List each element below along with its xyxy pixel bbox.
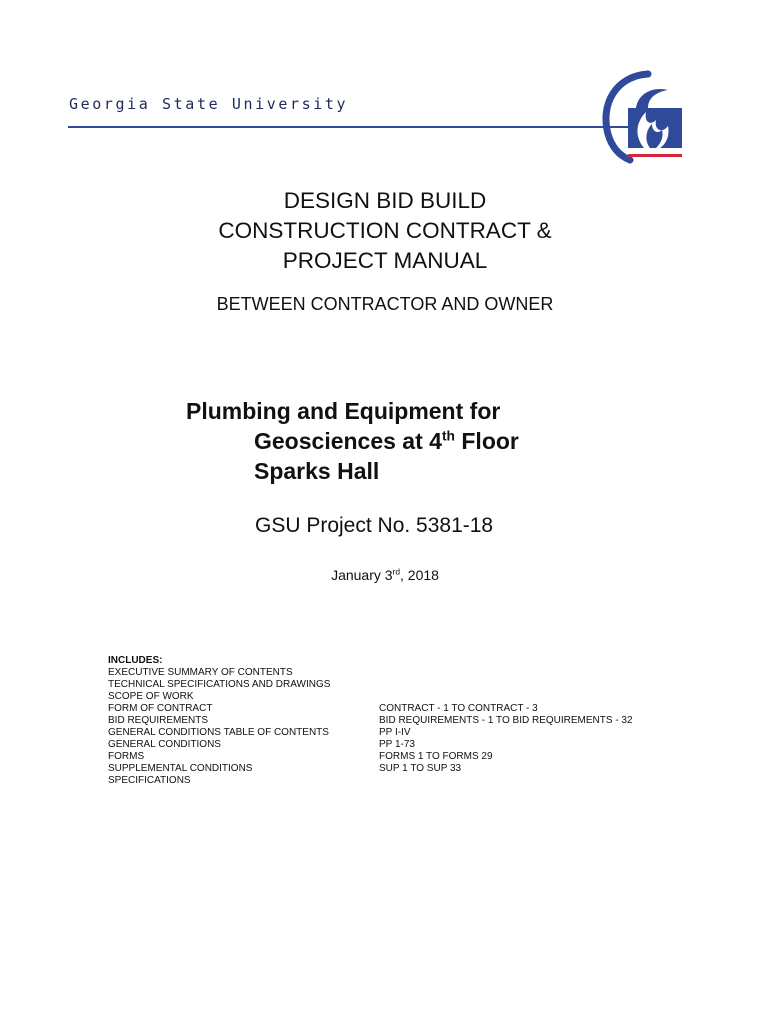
ordinal-suffix: th bbox=[441, 428, 455, 444]
date-text: , 2018 bbox=[400, 567, 439, 583]
document-subtitle: BETWEEN CONTRACTOR AND OWNER bbox=[216, 294, 554, 314]
university-name: Georgia State University bbox=[69, 95, 349, 113]
logo-top-swirl bbox=[636, 89, 668, 108]
includes-item: BID REQUIREMENTS bbox=[108, 715, 209, 726]
project-title-text: Floor bbox=[454, 428, 519, 454]
title-line: DESIGN BID BUILD bbox=[283, 188, 487, 213]
page-range-item: SUP 1 TO SUP 33 bbox=[379, 763, 462, 774]
logo-red-bar bbox=[628, 154, 682, 157]
includes-item: SUPPLEMENTAL CONDITIONS bbox=[108, 763, 253, 774]
page-range-item: PP 1-73 bbox=[379, 739, 415, 750]
includes-item: GENERAL CONDITIONS bbox=[108, 739, 221, 750]
includes-item: EXECUTIVE SUMMARY OF CONTENTS bbox=[108, 667, 293, 678]
project-number: GSU Project No. 5381-18 bbox=[255, 514, 494, 537]
includes-item: GENERAL CONDITIONS TABLE OF CONTENTS bbox=[108, 727, 329, 738]
project-title-line: Plumbing and Equipment for bbox=[186, 398, 501, 424]
includes-list bbox=[108, 667, 330, 787]
page-range-list bbox=[379, 703, 633, 775]
project-title-line bbox=[186, 426, 519, 456]
ordinal-suffix: rd bbox=[392, 566, 400, 577]
page-range-item: BID REQUIREMENTS - 1 TO BID REQUIREMENTS - 32 bbox=[379, 715, 633, 726]
includes-item: FORMS bbox=[108, 751, 145, 762]
title-line: PROJECT MANUAL bbox=[282, 248, 488, 273]
document-title bbox=[0, 186, 770, 276]
page-range-item: PP I-IV bbox=[379, 727, 411, 738]
gsu-logo-icon bbox=[586, 64, 696, 168]
project-title bbox=[186, 396, 519, 486]
page-range-item: CONTRACT - 1 TO CONTRACT - 3 bbox=[379, 703, 538, 714]
title-line: CONSTRUCTION CONTRACT & bbox=[218, 218, 552, 243]
includes-heading: INCLUDES: bbox=[108, 655, 163, 666]
issue-date bbox=[0, 567, 770, 583]
includes-section bbox=[108, 655, 330, 787]
includes-item: FORM OF CONTRACT bbox=[108, 703, 213, 714]
project-title-line: Sparks Hall bbox=[254, 458, 380, 484]
page-range-item: FORMS 1 TO FORMS 29 bbox=[379, 751, 493, 762]
project-title-text: Geosciences at 4 bbox=[254, 428, 442, 454]
date-text: January 3 bbox=[331, 567, 393, 583]
includes-item: TECHNICAL SPECIFICATIONS AND DRAWINGS bbox=[108, 679, 331, 690]
includes-item: SPECIFICATIONS bbox=[108, 775, 191, 786]
includes-item: SCOPE OF WORK bbox=[108, 691, 194, 702]
